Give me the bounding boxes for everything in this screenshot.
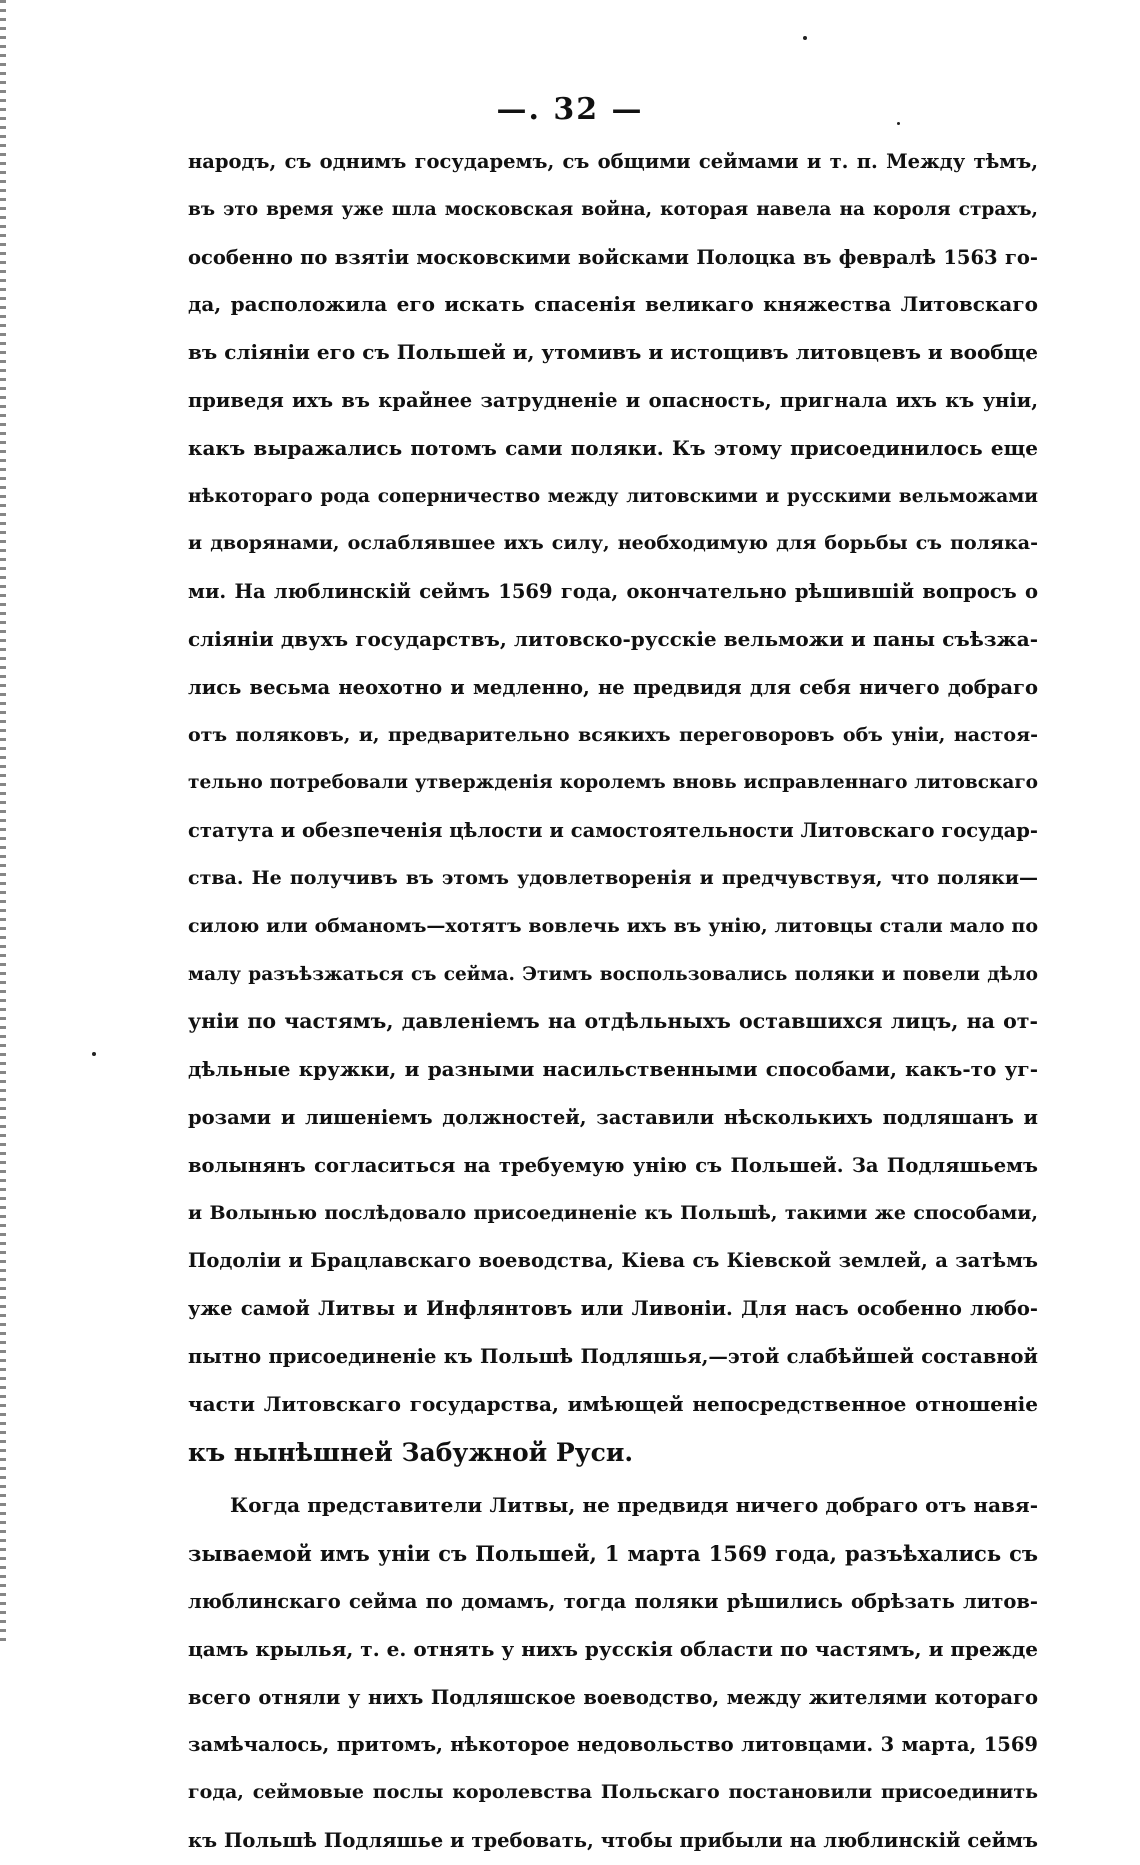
scan-speck — [92, 1052, 96, 1056]
text-line: отъ поляковъ, и, предварительно всякихъ переговоровъ объ уніи, настоя- — [188, 723, 1038, 746]
text-line: ми. На люблинскій сеймъ 1569 года, окончательно рѣшившій вопросъ о — [188, 580, 1038, 604]
text-line: части Литовскаго государства, имѣющей непосредственное отношеніе — [188, 1391, 1038, 1416]
paragraph-2 — [188, 1482, 1038, 1864]
text-line: малу разъѣзжаться съ сейма. Этимъ воспользовались поляки и повели дѣло — [188, 963, 1038, 985]
text-line: сліяніи двухъ государствъ, литовско-русскіе вельможи и паны съѣзжа- — [188, 626, 1038, 651]
text-line: розами и лишеніемъ должностей, заставили нѣсколькихъ подляшанъ и — [188, 1105, 1038, 1129]
text-line: уже самой Литвы и Инфлянтовъ или Ливоніи. Для насъ особенно любо- — [188, 1297, 1038, 1321]
text-line: замѣчалось, притомъ, нѣкоторое недовольство литовцами. 3 марта, 1569 — [188, 1733, 1038, 1757]
text-line: дѣльные кружки, и разными насильственными способами, какъ-то уг- — [188, 1057, 1038, 1082]
text-line: да, расположила его искать спасенія великаго княжества Литовскаго — [188, 292, 1038, 317]
scan-speck — [803, 36, 807, 40]
text-line: лись весьма неохотно и медленно, не предвидя для себя ничего добраго — [188, 675, 1038, 699]
text-line: приведя ихъ въ крайнее затрудненіе и опасность, пригнала ихъ къ уніи, — [188, 388, 1038, 412]
text-line: тельно потребовали утвержденія королемъ вновь исправленнаго литовскаго — [188, 772, 1038, 794]
text-line: пытно присоединеніе къ Польшѣ Подляшья,—этой слабѣйшей составной — [188, 1344, 1038, 1368]
paragraph-1 — [188, 138, 1038, 1476]
text-line: силою или обманомъ—хотятъ вовлечь ихъ въ унію, литовцы стали мало по — [188, 914, 1038, 937]
scan-binding-edge — [0, 0, 6, 1646]
text-line: цамъ крылья, т. е. отнять у нихъ русскія области по частямъ, и прежде — [188, 1636, 1038, 1661]
text-line: уніи по частямъ, давленіемъ на отдѣльныхъ оставшихся лицъ, на от- — [188, 1009, 1038, 1034]
text-line: къ Польшѣ Подляшье и требовать, чтобы прибыли на люблинскій сеймъ — [188, 1828, 1038, 1852]
text-line: какъ выражались потомъ сами поляки. Къ этому присоединилось еще — [188, 435, 1038, 460]
text-line: ства. Не получивъ въ этомъ удовлетворенія и предчувствуя, что поляки— — [188, 866, 1038, 889]
text-line: всего отняли у нихъ Подляшское воеводство, между жителями котораго — [188, 1685, 1038, 1709]
text-line: особенно по взятіи московскими войсками Полоцка въ февралѣ 1563 го- — [188, 245, 1038, 269]
text-line: Когда представители Литвы, не предвидя ничего добраго отъ навя- — [230, 1493, 1038, 1518]
text-line: въ это время уже шла московская война, которая навела на короля страхъ, — [188, 198, 1038, 220]
body-text — [188, 138, 1038, 1865]
text-line: и дворянами, ослаблявшее ихъ силу, необходимую для борьбы съ поляка- — [188, 532, 1038, 555]
text-line: народъ, съ однимъ государемъ, съ общими сеймами и т. п. Между тѣмъ, — [188, 150, 1038, 173]
text-line: года, сеймовые послы королевства Польскаго постановили присоединить — [188, 1781, 1038, 1804]
text-line: въ сліяніи его съ Польшей и, утомивъ и истощивъ литовцевъ и вообще — [188, 340, 1038, 365]
text-line: нѣкотораго рода соперничество между литовскими и русскими вельможами — [188, 485, 1038, 507]
text-line: статута и обезпеченія цѣлости и самостоятельности Литовскаго государ- — [188, 819, 1038, 843]
page-number: —. 32 — — [496, 92, 644, 127]
text-line: люблинскаго сейма по домамъ, тогда поляки рѣшились обрѣзать литов- — [188, 1589, 1038, 1613]
text-line: зываемой имъ уніи съ Польшей, 1 марта 1569 года, разъѣхались съ — [188, 1541, 1038, 1567]
text-line: Подоліи и Брацлавскаго воеводства, Кіева съ Кіевской землей, а затѣмъ — [188, 1249, 1038, 1273]
text-line: къ нынѣшней Забужной Руси. — [188, 1437, 634, 1467]
text-line: волынянъ согласиться на требуемую унію съ Польшей. За Подляшьемъ — [188, 1153, 1038, 1177]
text-line: и Волынью послѣдовало присоединеніе къ Польшѣ, такими же способами, — [188, 1201, 1038, 1224]
